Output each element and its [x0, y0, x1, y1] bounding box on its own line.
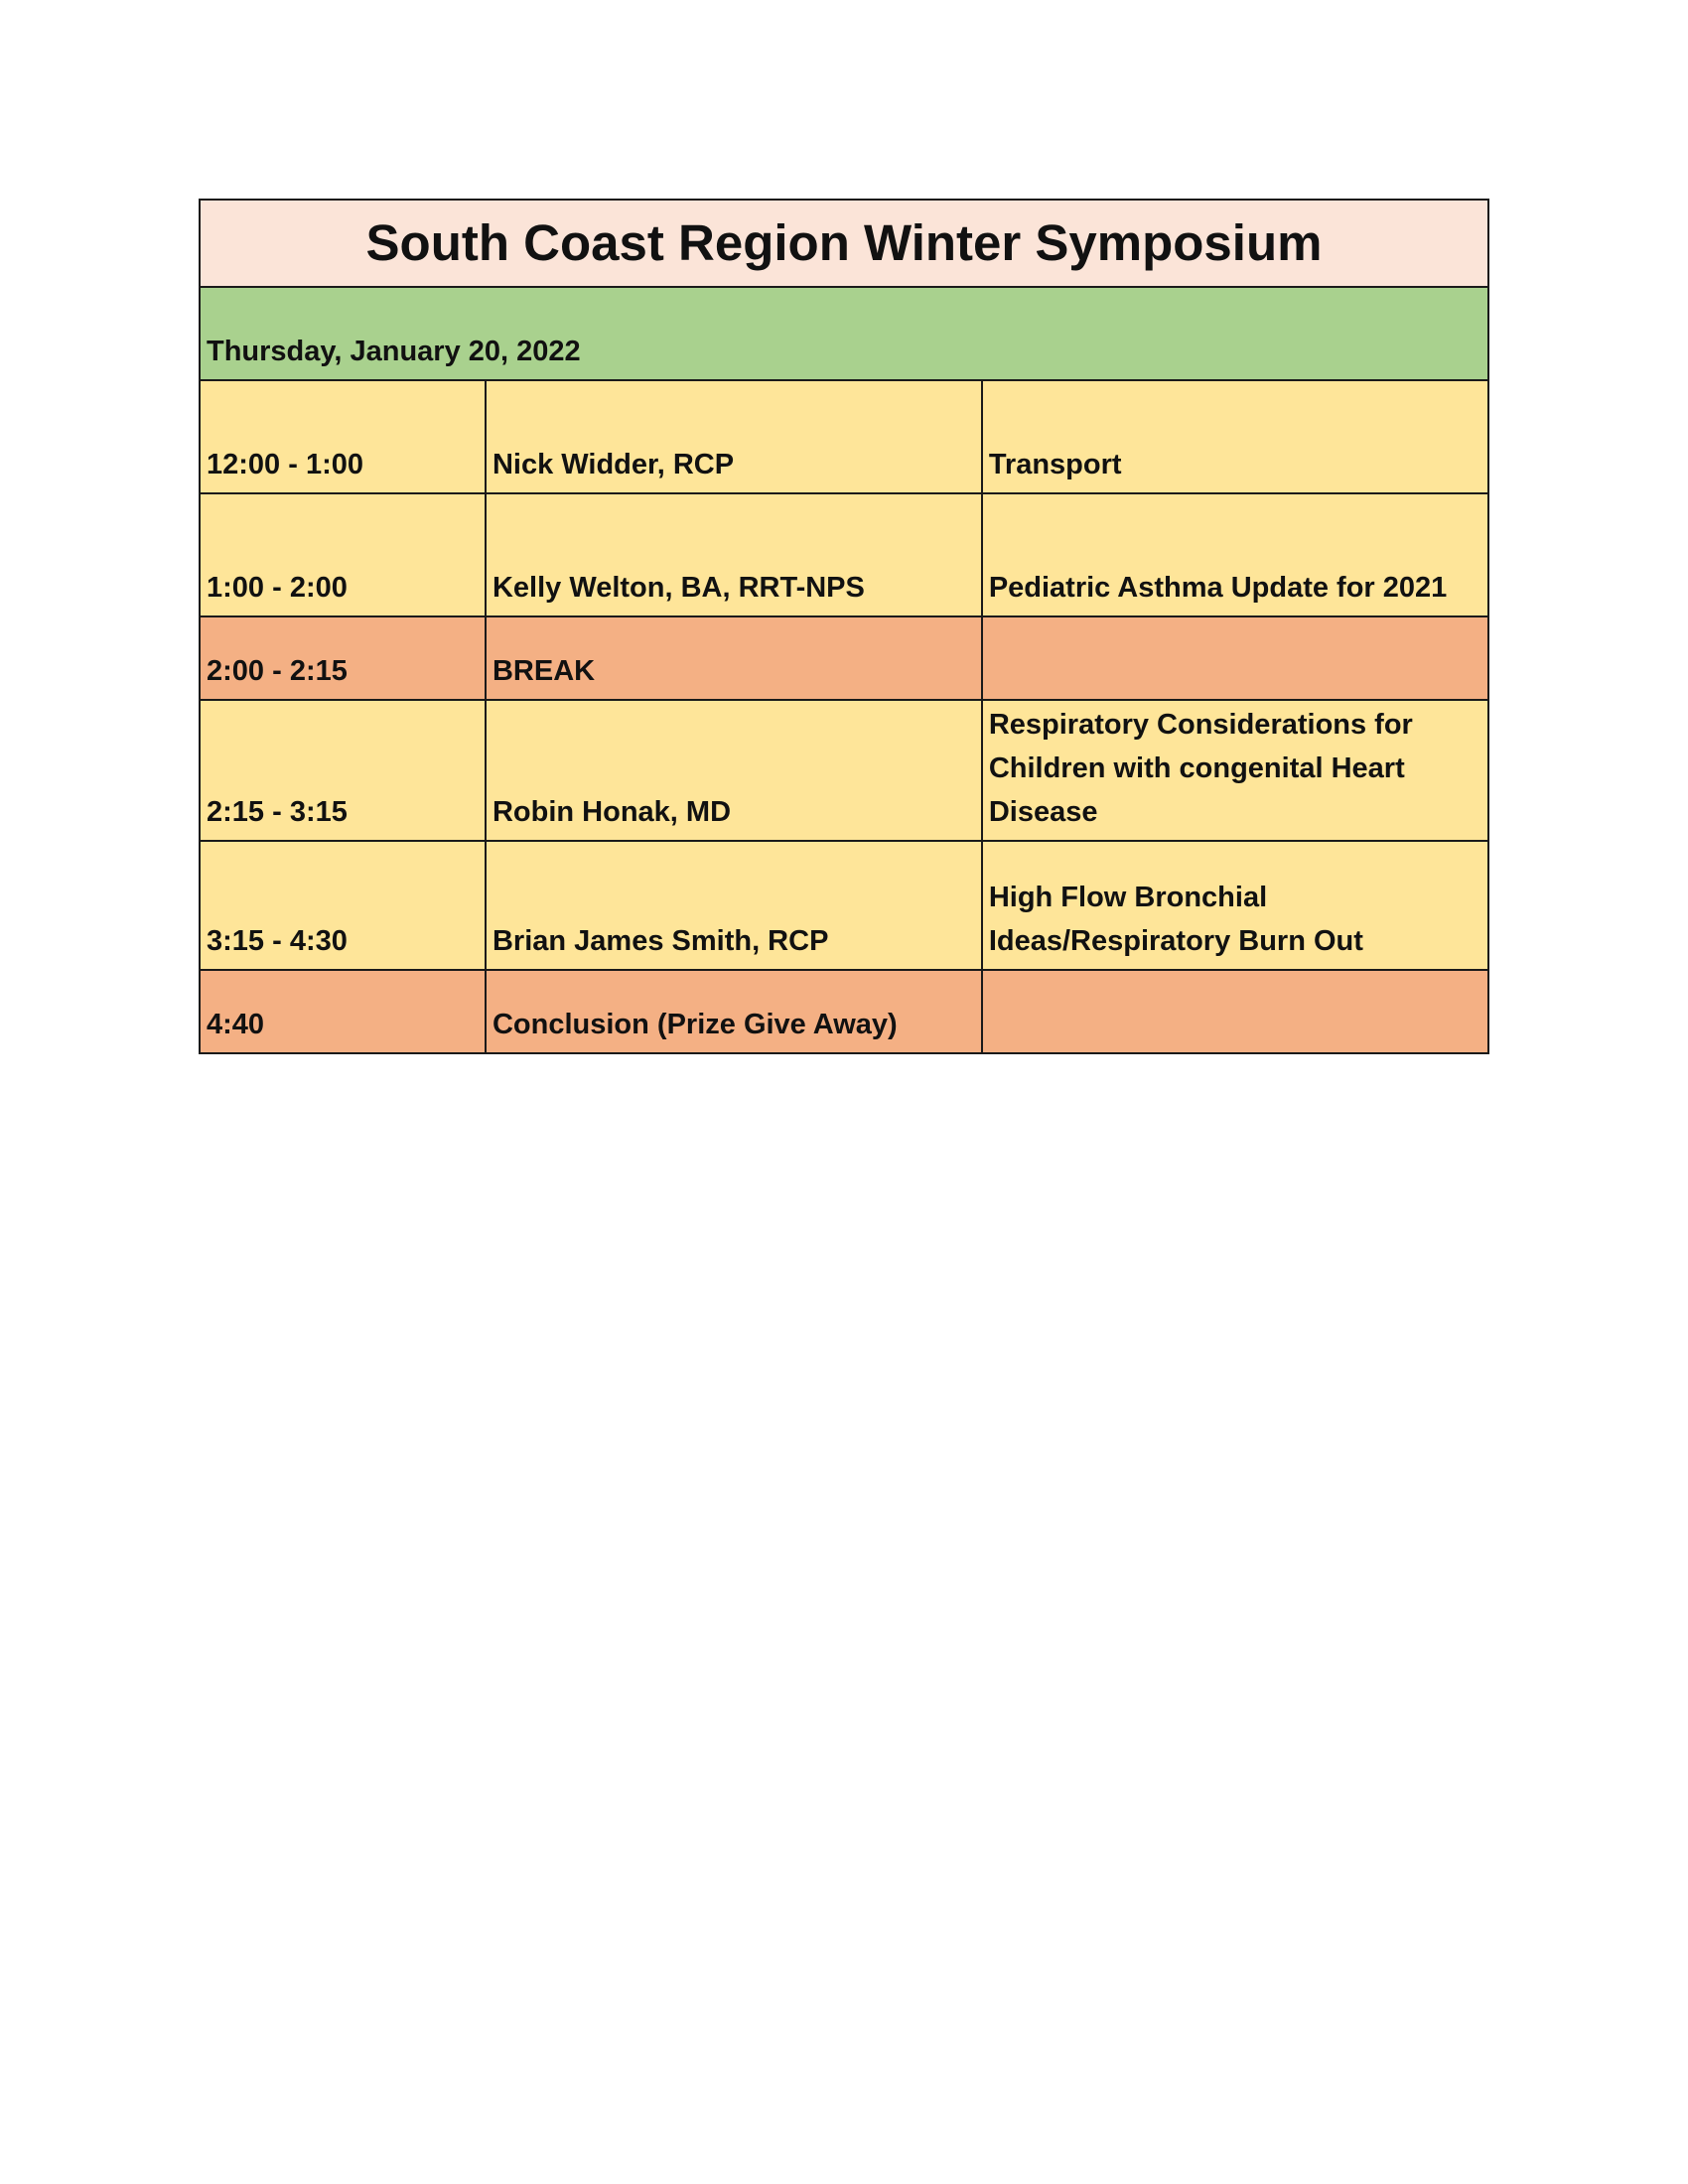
- topic-line: High Flow Bronchial: [988, 882, 1268, 913]
- session-speaker: Nick Widder, RCP: [486, 380, 982, 493]
- event-date: Thursday, January 20, 2022: [207, 336, 581, 367]
- session-topic: [982, 700, 1488, 841]
- session-topic: Transport: [982, 380, 1488, 493]
- break-label: BREAK: [486, 616, 982, 700]
- date-row: [200, 287, 1488, 380]
- break-row: [200, 616, 1488, 700]
- session-time: 1:00 - 2:00: [200, 493, 486, 616]
- session-time: 12:00 - 1:00: [200, 380, 486, 493]
- date-cell: [200, 287, 1488, 380]
- conclusion-label: Conclusion (Prize Give Away): [486, 970, 982, 1053]
- break-time: 2:00 - 2:15: [200, 616, 486, 700]
- conclusion-topic-empty: [982, 970, 1488, 1053]
- schedule-row: [200, 700, 1488, 841]
- title-row: [200, 200, 1488, 287]
- session-speaker: Robin Honak, MD: [486, 700, 982, 841]
- topic-line: Ideas/Respiratory Burn Out: [988, 925, 1363, 957]
- session-topic: [982, 841, 1488, 970]
- session-speaker: Kelly Welton, BA, RRT-NPS: [486, 493, 982, 616]
- document-title: South Coast Region Winter Symposium: [200, 200, 1488, 287]
- session-time: 3:15 - 4:30: [200, 841, 486, 970]
- session-topic: Pediatric Asthma Update for 2021: [982, 493, 1488, 616]
- topic-line: Children with congenital Heart: [988, 752, 1405, 784]
- schedule-row: [200, 380, 1488, 493]
- schedule-row: [200, 493, 1488, 616]
- topic-line: Respiratory Considerations for: [988, 709, 1413, 741]
- symposium-schedule-table: [199, 199, 1489, 1054]
- session-time: 2:15 - 3:15: [200, 700, 486, 841]
- conclusion-time: 4:40: [200, 970, 486, 1053]
- topic-line: Disease: [988, 796, 1098, 828]
- session-speaker: Brian James Smith, RCP: [486, 841, 982, 970]
- schedule-row: [200, 841, 1488, 970]
- break-row: [200, 970, 1488, 1053]
- break-topic-empty: [982, 616, 1488, 700]
